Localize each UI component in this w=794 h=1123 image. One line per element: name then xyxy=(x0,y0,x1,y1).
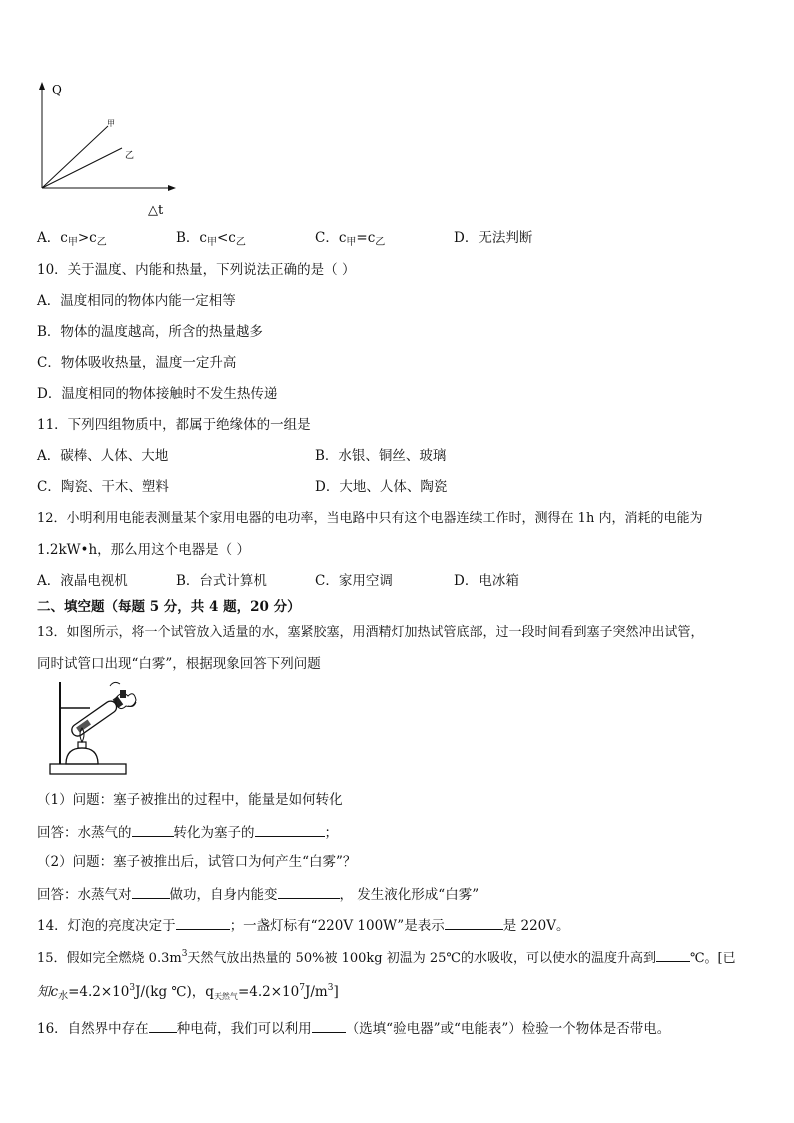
q11-option-c: C．陶瓷、干木、塑料 xyxy=(37,479,169,495)
q13-part1-question: （1）问题：塞子被推出的过程中，能量是如何转化 xyxy=(37,792,343,808)
q12-option-b: B．台式计算机 xyxy=(176,573,267,589)
q11-option-d: D．大地、人体、陶瓷 xyxy=(315,479,448,495)
q13-stem-line2: 同时试管口出现“白雾”，根据现象回答下列问题 xyxy=(37,656,321,672)
q16-blank-1[interactable] xyxy=(149,1018,177,1033)
section2-title: 二、填空题（每题 5 分，共 4 题，20 分） xyxy=(37,599,301,615)
q12-option-d: D．电冰箱 xyxy=(454,573,519,589)
line-yi xyxy=(42,148,122,188)
q11-option-a: A．碳棒、人体、大地 xyxy=(37,448,169,464)
q13-stem-line1: 13．如图所示，将一个试管放入适量的水，塞紧胶塞，用酒精灯加热试管底部，过一段时间看到塞子突然冲出试管， xyxy=(37,625,704,640)
q12-option-a: A．液晶电视机 xyxy=(37,573,128,589)
q13-blank-3[interactable] xyxy=(132,884,170,899)
q9-option-b: B．$c_甲<c_乙$ xyxy=(176,230,246,248)
q9-option-a: A．$c_甲>c_乙$ xyxy=(37,230,107,248)
q15-blank[interactable] xyxy=(656,947,690,962)
q14-blank-1[interactable] xyxy=(176,915,230,930)
q13-blank-4[interactable] xyxy=(278,884,340,899)
x-axis-label: △t xyxy=(148,203,164,218)
q9-option-d: D．无法判断 xyxy=(454,230,533,246)
q15-line2: 知$c_水=4.2\times 10^3J/(kg$ ℃)，$q_{天然气}=4.2\times 10^7J/m^3$] xyxy=(37,983,339,1002)
q10-stem: 10．关于温度、内能和热量，下列说法正确的是（ ） xyxy=(37,262,356,278)
y-axis-label: Q xyxy=(52,83,62,97)
q13-blank-1[interactable] xyxy=(132,822,174,837)
q13-blank-2[interactable] xyxy=(255,822,325,837)
q12-stem-line2: 1.2kW•h，那么用这个电器是（ ） xyxy=(37,542,250,558)
q15-line1: 15．假如完全燃烧 $0.3m^3$天然气放出热量的 50%被 100kg 初温为 25℃的水吸收，可以使水的温度升高到 ℃。[已 xyxy=(37,949,736,966)
q13-part1-answer: 回答：水蒸气的 转化为塞子的 ； xyxy=(37,822,338,842)
line-yi-label: 乙 xyxy=(125,151,135,161)
q16-text: 16．自然界中存在 种电荷，我们可以利用 （选填“验电器”或“电能表”）检验一个物体是否带电。 xyxy=(37,1018,670,1038)
q11-option-b: B．水银、铜丝、玻璃 xyxy=(315,448,447,464)
x-axis-arrow xyxy=(168,185,176,191)
q10-option-c: C．物体吸收热量，温度一定升高 xyxy=(37,355,237,371)
q10-option-a: A．温度相同的物体内能一定相等 xyxy=(37,293,236,309)
line-jia-label: 甲 xyxy=(107,119,115,128)
q14-blank-2[interactable] xyxy=(445,915,503,930)
q12-option-c: C．家用空调 xyxy=(315,573,393,589)
q11-stem: 11．下列四组物质中，都属于绝缘体的一组是 xyxy=(37,417,311,433)
q9-option-c: C．$c_甲=c_乙$ xyxy=(315,230,386,248)
test-tube-apparatus-illustration xyxy=(40,678,140,780)
q13-part2-question: （2）问题：塞子被推出后，试管口为何产生“白雾”？ xyxy=(37,854,357,870)
line-jia xyxy=(42,126,108,188)
q13-part2-answer: 回答：水蒸气对 做功，自身内能变 ， 发生液化形成“白雾” xyxy=(37,884,479,904)
y-axis-arrow xyxy=(39,82,45,90)
q10-option-d: D．温度相同的物体接触时不发生热传递 xyxy=(37,386,278,402)
heat-temperature-graph xyxy=(30,78,190,223)
q10-option-b: B．物体的温度越高，所含的热量越多 xyxy=(37,324,263,340)
q14-text: 14．灯泡的亮度决定于 ；一盏灯标有“220V 100W”是表示 是 220V。 xyxy=(37,915,570,935)
q16-blank-2[interactable] xyxy=(312,1018,346,1033)
q12-stem-line1: 12．小明利用电能表测量某个家用电器的电功率，当电路中只有这个电器连续工作时，测得在 1h 内，消耗的电能为 xyxy=(37,511,703,526)
